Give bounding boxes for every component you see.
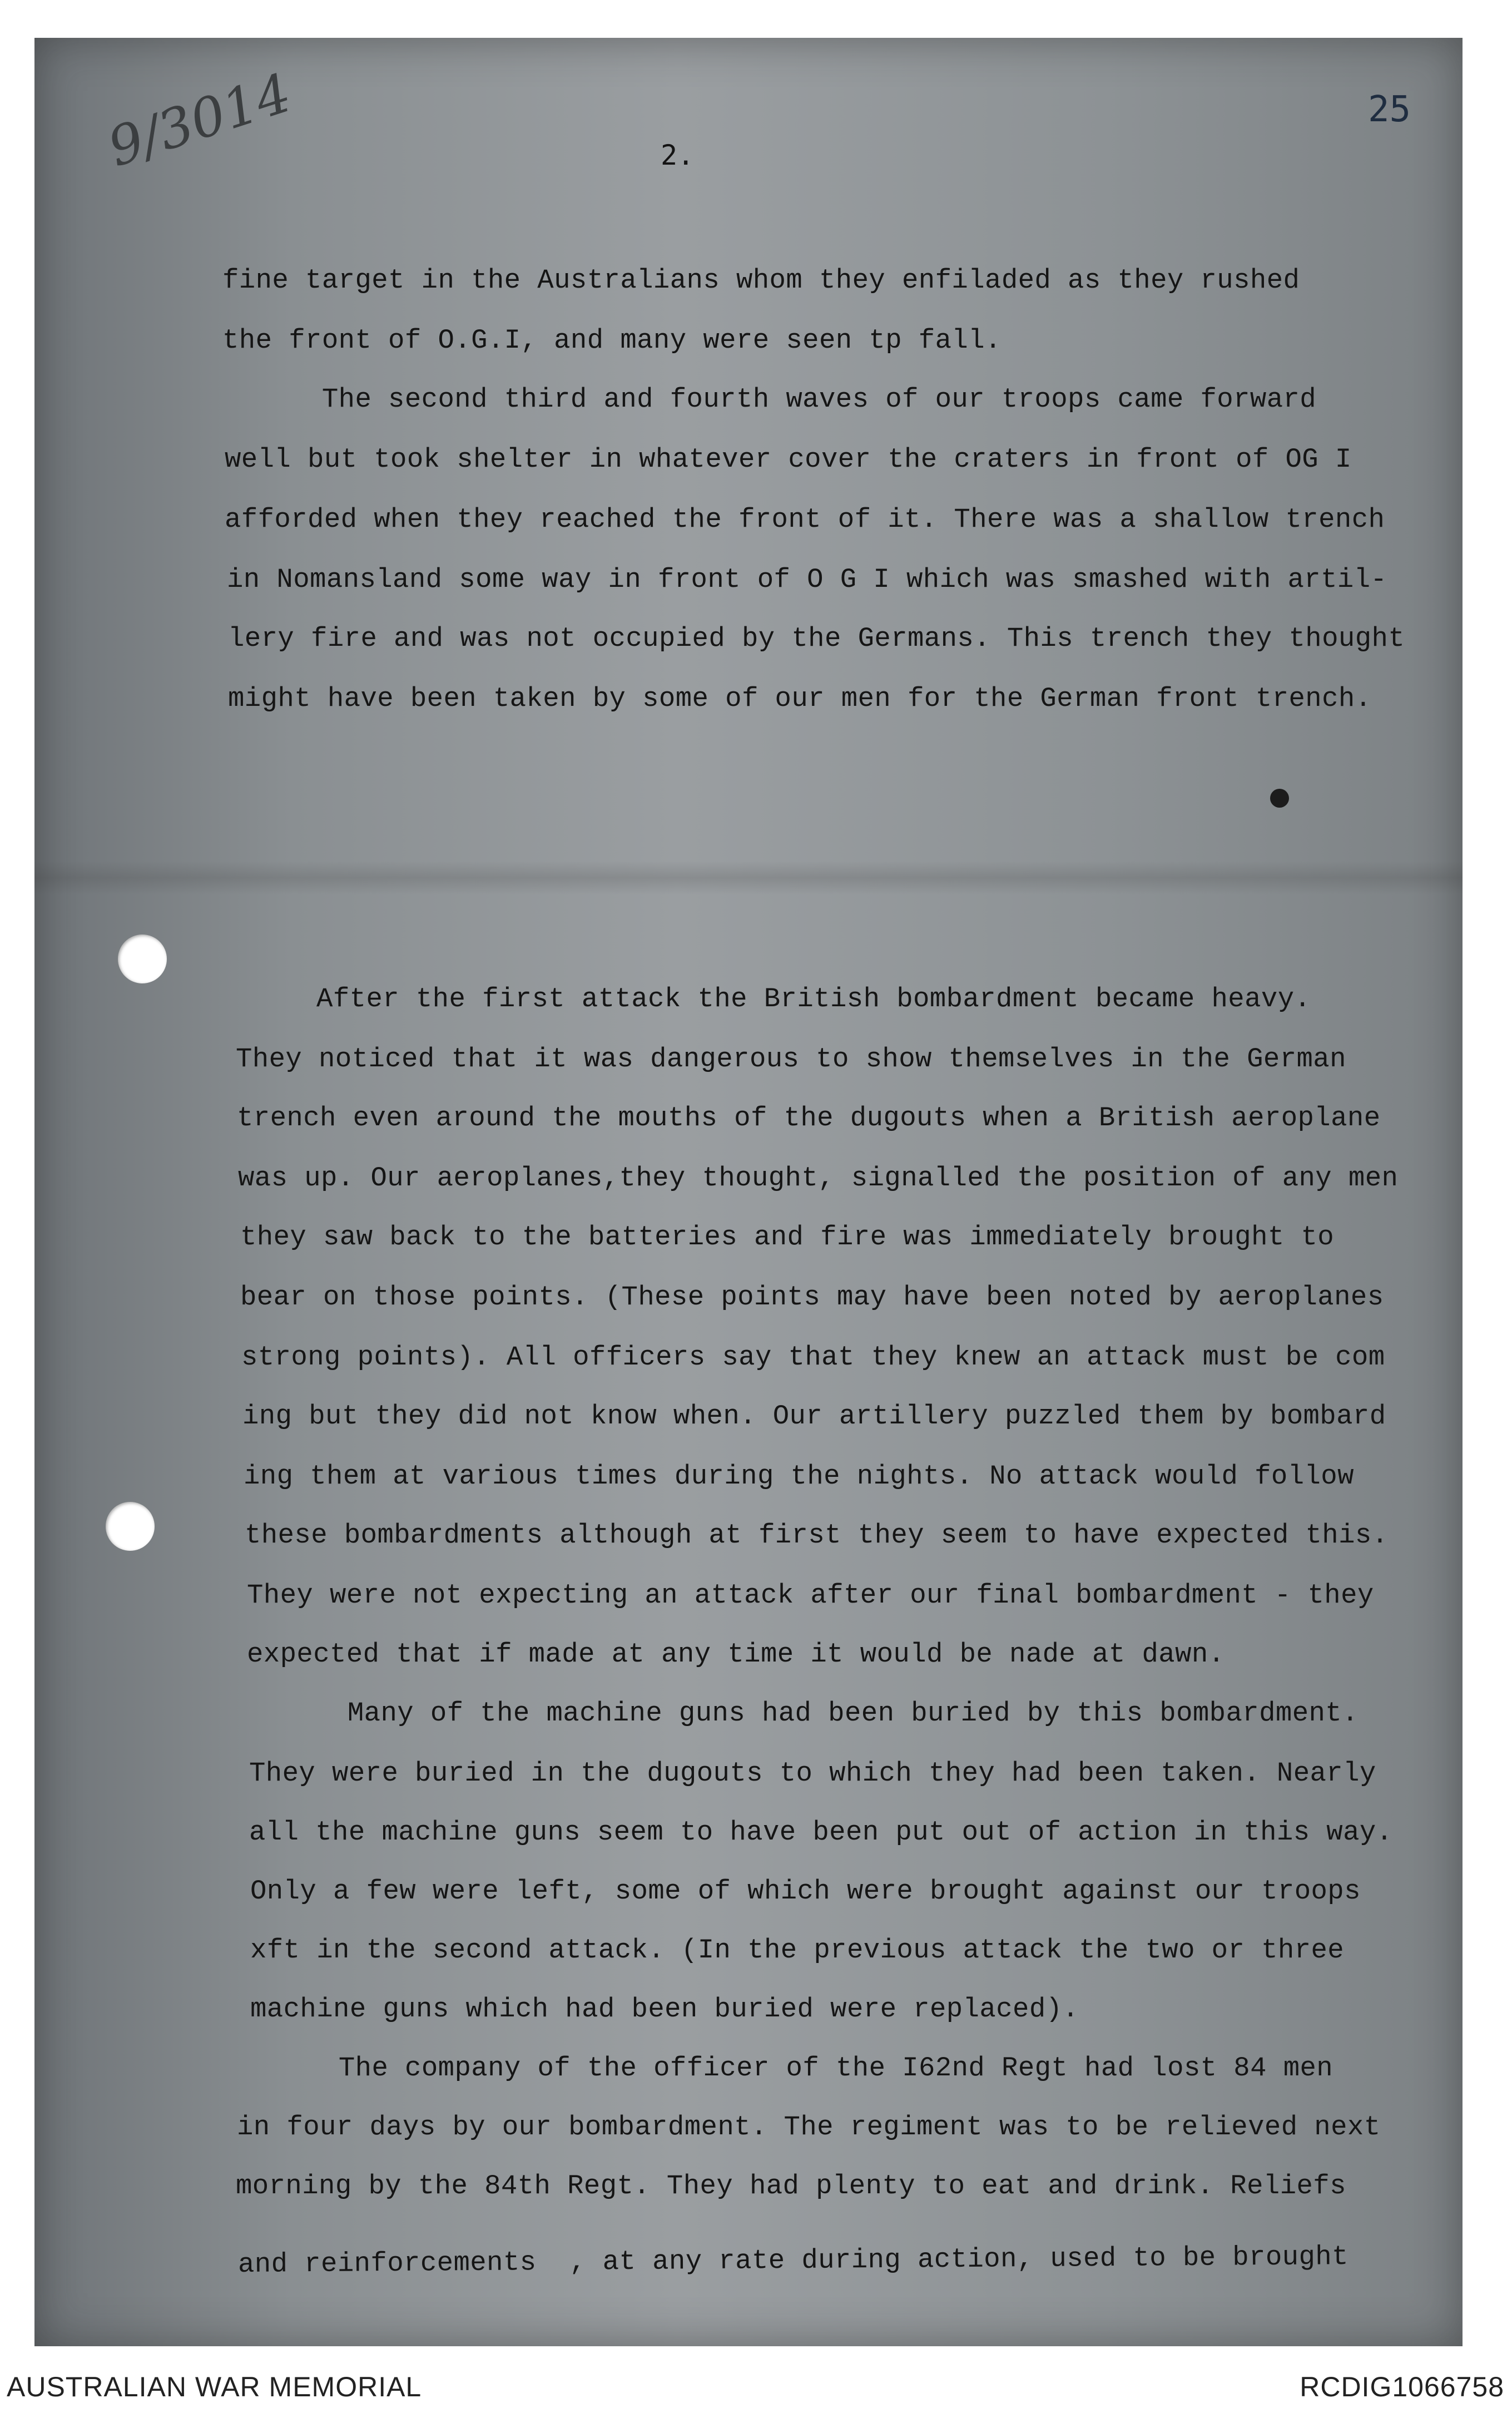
- text-line: the front of O.G.I, and many were seen tp fall.: [222, 325, 1002, 356]
- text-line: these bombardments although at first they seem to have expected this.: [245, 1520, 1389, 1551]
- archive-page-number: 25: [1368, 89, 1411, 130]
- text-line: all the machine guns seem to have been put out of action in this way.: [249, 1817, 1393, 1848]
- text-line: morning by the 84th Regt. They had plenty to eat and drink. Reliefs: [236, 2170, 1346, 2202]
- text-line: strong points). All officers say that they knew an attack must be com: [241, 1342, 1385, 1373]
- text-line: The company of the officer of the I62nd Regt had lost 84 men: [239, 2053, 1333, 2084]
- text-line: Only a few were left, some of which were brought against our troops: [250, 1876, 1361, 1907]
- text-line: was up. Our aeroplanes,they thought, signalled the position of any men: [238, 1163, 1399, 1194]
- typed-page-number: 2.: [661, 139, 695, 171]
- text-line: They were not expecting an attack after our final bombardment - they: [247, 1580, 1374, 1611]
- ink-dot: [1270, 789, 1289, 808]
- text-line: they saw back to the batteries and fire was immediately brought to: [240, 1222, 1335, 1253]
- text-line: machine guns which had been buried were replaced).: [250, 1994, 1079, 2025]
- text-line: xft in the second attack. (In the previous attack the two or three: [250, 1935, 1345, 1966]
- text-line: lery fire and was not occupied by the Germans. This trench they thought: [228, 623, 1405, 654]
- text-line: bear on those points. (These points may have been noted by aeroplanes: [240, 1282, 1384, 1313]
- text-line: ing but they did not know when. Our artillery puzzled them by bombard: [242, 1401, 1386, 1432]
- text-line: trench even around the mouths of the dugouts when a British aeroplane: [237, 1102, 1381, 1134]
- text-line: The second third and fourth waves of our troops came forward: [222, 384, 1317, 415]
- text-line: and reinforcements , at any rate during action, used to be brought: [237, 2241, 1349, 2280]
- handwritten-reference-note: 9/3014: [100, 61, 299, 179]
- text-line: fine target in the Australians whom they enfiladed as they rushed: [222, 265, 1300, 296]
- text-line: expected that if made at any time it would be nade at dawn.: [247, 1639, 1225, 1670]
- text-line: in four days by our bombardment. The regiment was to be relieved next: [237, 2112, 1381, 2143]
- text-line: ing them at various times during the nights. No attack would follow: [244, 1461, 1354, 1492]
- punch-hole-lower: [106, 1502, 155, 1551]
- text-line: in Nomansland some way in front of O G I which was smashed with artil-: [227, 564, 1387, 595]
- archive-reference-label: RCDIG1066758: [1300, 2371, 1504, 2402]
- text-line: Many of the machine guns had been buried by this bombardment.: [248, 1698, 1359, 1729]
- archive-institution-label: AUSTRALIAN WAR MEMORIAL: [7, 2371, 422, 2402]
- punch-hole-upper: [118, 934, 167, 983]
- text-line: After the first attack the British bombardment became heavy.: [234, 983, 1311, 1015]
- text-line: afforded when they reached the front of it. There was a shallow trench: [225, 504, 1385, 535]
- text-line: well but took shelter in whatever cover the craters in front of OG I: [225, 444, 1352, 475]
- text-line: They noticed that it was dangerous to show themselves in the German: [236, 1044, 1346, 1075]
- text-line: might have been taken by some of our men for the German front trench.: [228, 683, 1372, 714]
- text-line: They were buried in the dugouts to which they had been taken. Nearly: [249, 1758, 1376, 1789]
